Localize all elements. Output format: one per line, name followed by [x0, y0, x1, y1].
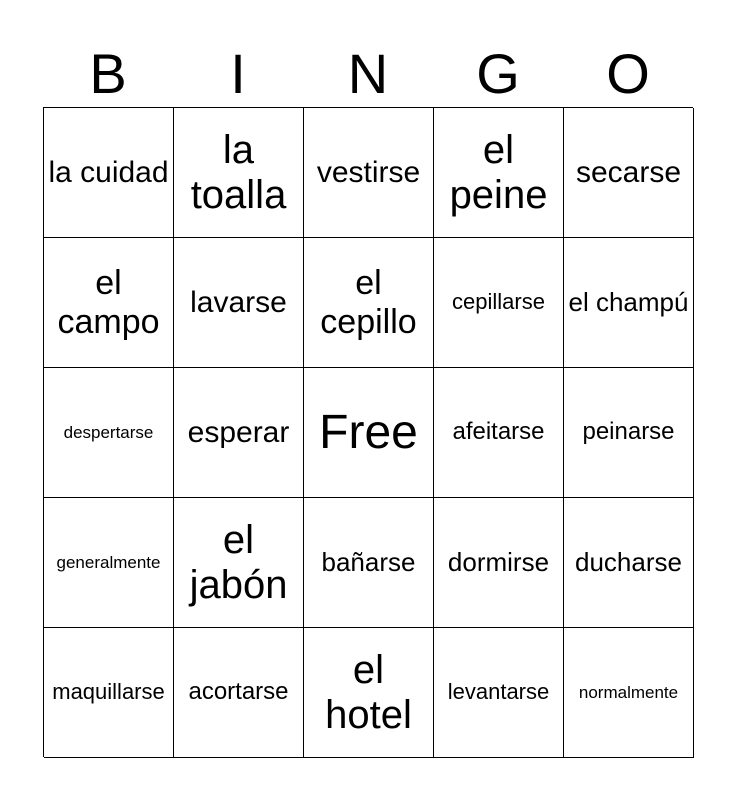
cell-text: afeitarse [452, 418, 545, 446]
bingo-cell[interactable] [304, 628, 434, 758]
cell-text: el champú [568, 286, 689, 317]
cell-text: despertarse [63, 422, 154, 442]
cell-text: generalmente [56, 552, 161, 572]
bingo-cell[interactable] [44, 238, 174, 368]
bingo-cell[interactable] [564, 498, 694, 628]
bingo-cell[interactable] [564, 628, 694, 758]
bingo-cell[interactable] [304, 498, 434, 628]
bingo-cell[interactable] [44, 498, 174, 628]
bingo-cell[interactable] [434, 498, 564, 628]
bingo-cell[interactable] [174, 108, 304, 238]
bingo-cell[interactable] [564, 108, 694, 238]
cell-text: acortarse [188, 678, 289, 706]
cell-text: lavarse [190, 285, 287, 319]
bingo-cell[interactable] [304, 108, 434, 238]
bingo-cell[interactable] [174, 628, 304, 758]
cell-text: peinarse [582, 418, 675, 446]
cell-text: vestirse [316, 155, 421, 189]
cell-text: el hotel [325, 647, 412, 737]
cell-text: ducharse [575, 546, 682, 577]
cell-text: maquillarse [52, 679, 165, 705]
bingo-cell[interactable] [44, 368, 174, 498]
cell-text: el jabón [189, 517, 288, 607]
cell-text: dormirse [447, 546, 550, 577]
bingo-cell[interactable] [44, 108, 174, 238]
bingo-header [43, 40, 693, 108]
bingo-cell[interactable] [174, 498, 304, 628]
bingo-cell[interactable] [44, 628, 174, 758]
bingo-cell[interactable] [174, 368, 304, 498]
free-space-text: Free [319, 405, 418, 459]
bingo-cell[interactable] [174, 238, 304, 368]
cell-text: cepillarse [452, 289, 545, 315]
cell-text: la toalla [190, 127, 287, 217]
bingo-cell[interactable] [434, 628, 564, 758]
bingo-cell[interactable] [304, 238, 434, 368]
bingo-cell[interactable] [434, 108, 564, 238]
cell-text: secarse [575, 155, 682, 189]
cell-text: el cepillo [320, 264, 417, 341]
bingo-cell[interactable] [434, 238, 564, 368]
cell-text: el campo [57, 264, 160, 341]
bingo-cell[interactable] [434, 368, 564, 498]
cell-text: la cuidad [48, 155, 169, 189]
header-letter-n: N [347, 42, 389, 105]
header-letter-o: O [606, 42, 650, 105]
header-letter-b: B [89, 42, 127, 105]
free-space-cell[interactable] [304, 368, 434, 498]
cell-text: levantarse [447, 679, 550, 705]
header-letter-g: G [476, 42, 520, 105]
cell-text: normalmente [578, 682, 679, 702]
cell-text: esperar [187, 415, 290, 449]
bingo-cell[interactable] [564, 368, 694, 498]
bingo-card-grid [43, 107, 693, 757]
header-letter-i: I [230, 42, 246, 105]
bingo-cell[interactable] [564, 238, 694, 368]
cell-text: el peine [449, 127, 548, 217]
cell-text: bañarse [321, 546, 416, 577]
